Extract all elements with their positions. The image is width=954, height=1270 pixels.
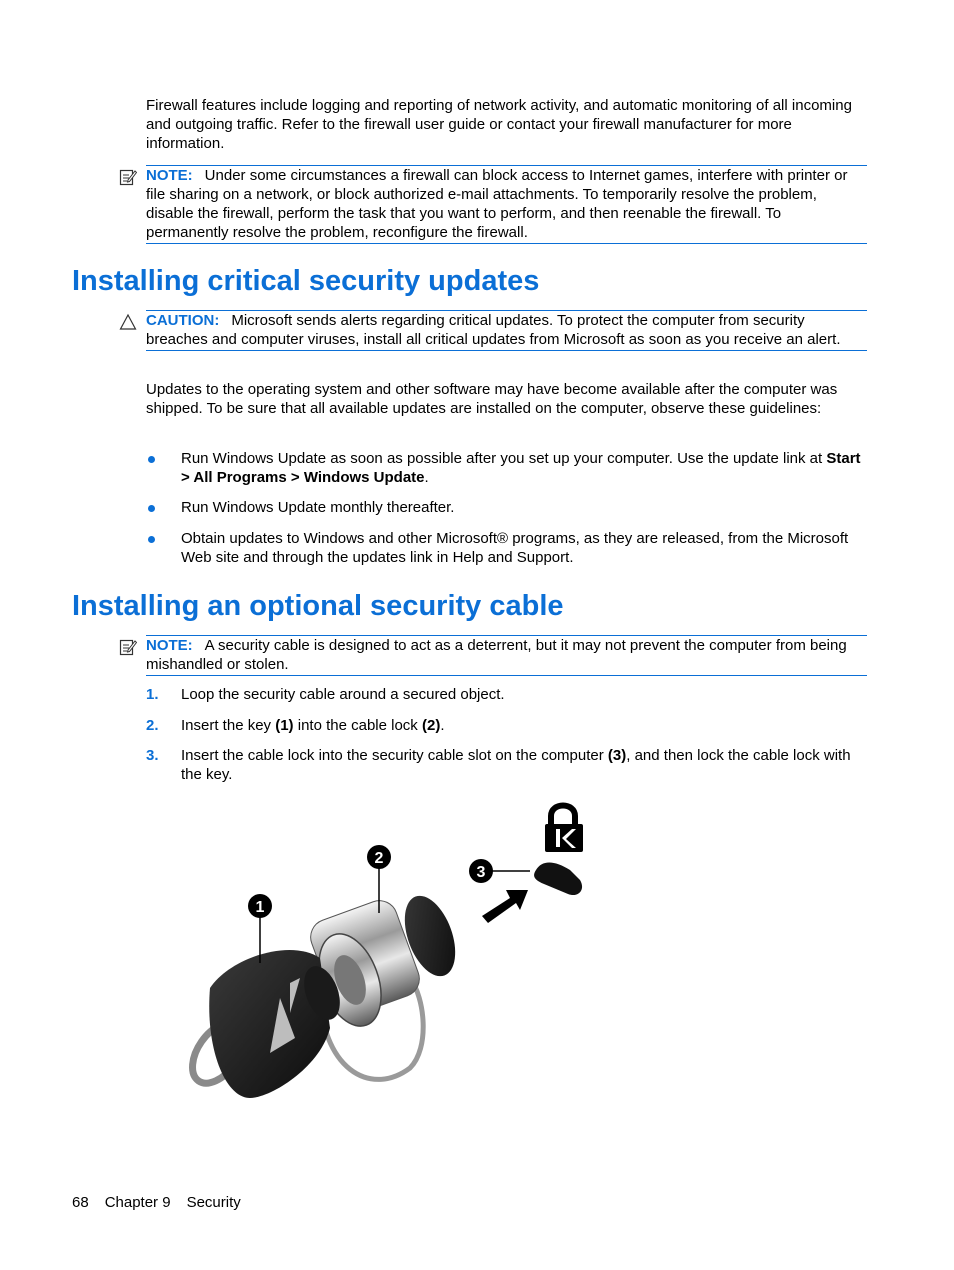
list-item-text: Obtain updates to Windows and other Microsoft® programs, as they are released, from the Microsoft Web site and through the updates link in Help and Support.	[181, 530, 849, 566]
list-item	[181, 449, 871, 487]
step-number: 3.	[146, 747, 159, 764]
callout-number: 1	[255, 899, 265, 916]
step-item	[181, 685, 871, 704]
step-text: into the cable lock	[293, 717, 422, 734]
note-pencil-icon	[119, 638, 137, 656]
callout-number: 2	[374, 850, 384, 867]
step-item	[181, 746, 871, 784]
step-text: .	[440, 717, 445, 734]
intro-paragraph: Firewall features include logging and reporting of network activity, and automatic monitoring of all incoming and outgoing traffic. Refer to the firewall user guide or contact your firewall manufacturer for more information.	[146, 97, 852, 152]
note-label: NOTE:	[146, 637, 193, 654]
section-heading-security-cable: Installing an optional security cable	[72, 590, 564, 622]
caution-triangle-icon	[119, 313, 137, 331]
step-bold: (1)	[275, 717, 294, 734]
note-text: Under some circumstances a firewall can block access to Internet games, interfere with printer or file sharing on a network, or block authorized e-mail attachments. To temporarily resolve the problem, disable the firewall, perform the task that you want to perform, and then reenable the firewall. To permanently resolve the problem, reconfigure the firewall.	[146, 167, 848, 241]
key	[182, 950, 346, 1098]
note-label: NOTE:	[146, 167, 193, 184]
step-text: , and then lock the cable lock with the key.	[181, 747, 851, 783]
list-item-text: Run Windows Update as soon as possible after you set up your computer. Use the update link at	[181, 450, 827, 467]
caution-text: Microsoft sends alerts regarding critical updates. To protect the computer from security breaches and computer viruses, install all critical updates from Microsoft as soon as you receive an alert.	[146, 312, 841, 348]
list-item	[181, 498, 871, 517]
step-bold: (2)	[421, 717, 441, 734]
list-item-text: .	[424, 469, 429, 486]
note-box	[146, 635, 867, 676]
page-number: 68	[72, 1194, 89, 1211]
note-pencil-icon	[119, 168, 137, 186]
note-box	[146, 165, 867, 244]
chapter-title: Security	[186, 1194, 241, 1211]
step-text: Insert the cable lock into the security cable slot on the computer	[181, 747, 608, 764]
list-item-bold: Start > All Programs > Windows Update	[181, 450, 861, 486]
list-item	[181, 529, 871, 567]
caution-box	[146, 310, 867, 351]
step-text: Loop the security cable around a secured object.	[181, 686, 505, 703]
updates-paragraph: Updates to the operating system and other software may have become available after the computer was shipped. To be sure that all available updates are installed on the computer, observe these guidelines:	[146, 381, 838, 417]
security-slot	[534, 863, 582, 896]
step-number: 1.	[146, 686, 159, 703]
section-heading-critical-updates: Installing critical security updates	[72, 265, 540, 297]
step-text: Insert the key	[181, 717, 276, 734]
bullet-dot-icon	[148, 536, 155, 543]
security-cable-illustration	[170, 798, 600, 1108]
callout-number: 3	[476, 864, 486, 881]
step-number: 2.	[146, 717, 159, 734]
step-bold: (3)	[607, 747, 627, 764]
note-text: A security cable is designed to act as a deterrent, but it may not prevent the computer from being mishandled or stolen.	[146, 637, 847, 673]
step-item	[181, 716, 871, 735]
bullet-dot-icon	[148, 456, 155, 463]
page-footer	[72, 1193, 257, 1212]
chapter-label: Chapter 9	[104, 1194, 171, 1211]
bullet-dot-icon	[148, 505, 155, 512]
lock-icon	[545, 806, 583, 853]
insert-arrow-icon	[482, 890, 528, 923]
caution-label: CAUTION:	[146, 312, 220, 329]
list-item-text: Run Windows Update monthly thereafter.	[181, 499, 455, 516]
